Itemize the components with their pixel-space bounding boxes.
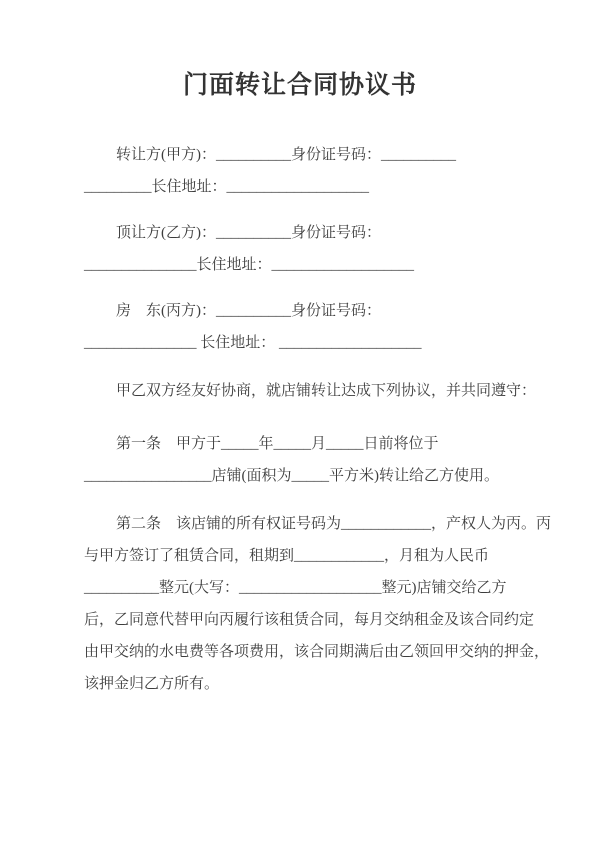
article2-line-1: 第二条 该店铺的所有权证号码为____________，产权人为丙。丙 bbox=[116, 516, 552, 532]
landlord-line-2: _______________ 长住地址： ___________________ bbox=[84, 335, 422, 351]
document-title: 门面转让合同协议书 bbox=[182, 72, 417, 99]
article1-line-2: _________________店铺(面积为_____平方米)转让给乙方使用。 bbox=[84, 468, 499, 484]
transferee-line-1: 顶让方(乙方)：__________身份证号码： bbox=[116, 225, 381, 241]
transferor-line-1: 转让方(甲方)：__________身份证号码：__________ bbox=[116, 147, 456, 163]
article2-line-3: __________整元(大写：___________________整元)店铺交给乙方 bbox=[84, 580, 507, 596]
transferor-line-2: _________长住地址：___________________ bbox=[84, 179, 370, 195]
article2-line-2: 与甲方签订了租赁合同，租期到____________，月租为人民币 bbox=[84, 548, 490, 564]
article1-line-1: 第一条 甲方于_____年_____月_____日前将位于 bbox=[116, 436, 439, 452]
preamble-line: 甲乙双方经友好协商，就店铺转让达成下列协议，并共同遵守： bbox=[116, 383, 537, 399]
article2-line-5: 由甲交纳的水电费等各项费用，该合同期满后由乙领回甲交纳的押金， bbox=[84, 644, 550, 660]
transferee-line-2: _______________长住地址：___________________ bbox=[84, 257, 415, 273]
landlord-line-1: 房 东(丙方)：__________身份证号码： bbox=[116, 303, 381, 319]
article2-line-6: 该押金归乙方所有。 bbox=[84, 676, 220, 692]
article2-line-4: 后，乙同意代替甲向丙履行该租赁合同，每月交纳租金及该合同约定 bbox=[84, 612, 535, 628]
